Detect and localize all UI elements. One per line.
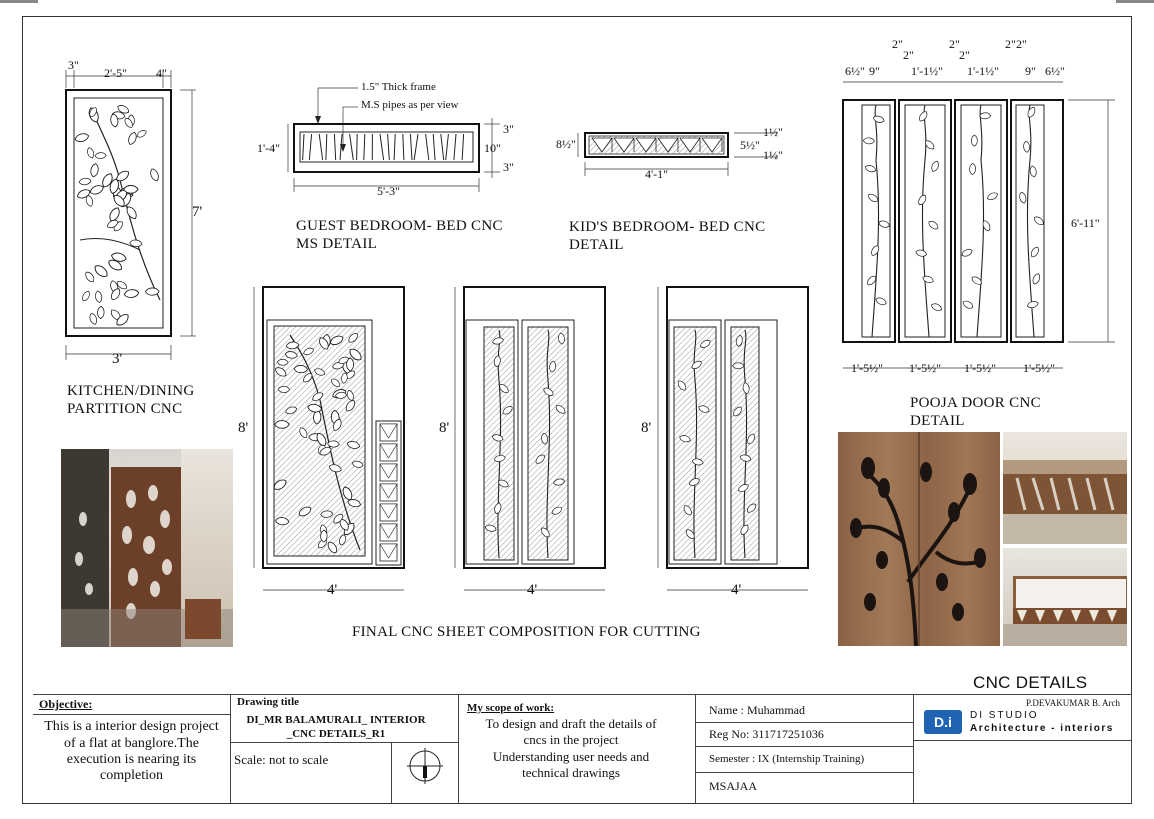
- kids-dim-right-1: 5½": [740, 138, 760, 152]
- sheet2-width: 4': [527, 582, 538, 598]
- final-caption: FINAL CNC SHEET COMPOSITION FOR CUTTING: [352, 624, 701, 640]
- scope-line2: cncs in the project: [523, 732, 619, 747]
- guest-dim-bottom: 5'-3": [377, 184, 401, 198]
- objective-line3: execution is nearing its: [66, 752, 197, 767]
- guest-dim-right-3: 3": [503, 160, 514, 174]
- studio-subtitle: Architecture - interiors: [970, 723, 1114, 734]
- drawing-title-label: Drawing title: [237, 696, 300, 708]
- guest-note-frame: 1.5" Thick frame: [361, 81, 436, 93]
- pooja-dim-top-10: 2": [1016, 37, 1027, 51]
- sheet1-width: 4': [327, 582, 338, 598]
- kitchen-leaf-pattern: [74, 104, 160, 328]
- objective-label: Objective:: [39, 697, 93, 711]
- pooja-dim-top-4: 2": [903, 48, 914, 62]
- pooja-dim-top-3: 2": [892, 37, 903, 51]
- student-info-cell: [695, 694, 913, 804]
- sheet1-height: 8': [238, 420, 249, 436]
- pooja-dim-top-5: 1'-1½": [911, 64, 944, 78]
- final-sheet-3: [658, 287, 808, 590]
- sheet-title: CNC DETAILS: [973, 673, 1088, 692]
- kitchen-dim-bottom: 3': [112, 351, 123, 367]
- student-name: Name : Muhammad: [709, 703, 805, 717]
- pooja-dim-bottom-1: 1'-5½": [851, 361, 884, 375]
- objective-line4: completion: [100, 768, 163, 783]
- sheet2-height: 8': [439, 420, 450, 436]
- kitchen-dim-right: 7': [192, 204, 203, 220]
- pooja-dim-top-7: 2": [959, 48, 970, 62]
- pooja-dim-top-8: 1'-1½": [967, 64, 1000, 78]
- final-sheet-1: [254, 287, 404, 590]
- guest-dim-right-1: 3": [503, 122, 514, 136]
- drawing-title-line1: DI_MR BALAMURALI_ INTERIOR: [246, 714, 426, 726]
- pooja-dim-top-1: 6½": [845, 64, 865, 78]
- kitchen-title-line2: PARTITION CNC: [67, 401, 183, 417]
- scale-text: Scale: not to scale: [234, 752, 329, 767]
- pooja-door-photo: [838, 432, 1000, 646]
- student-semester: Semester : IX (Internship Training): [709, 753, 865, 765]
- drawing-title-line2: _CNC DETAILS_R1: [286, 728, 386, 740]
- scope-cell: [458, 694, 695, 804]
- objective-cell: [33, 694, 230, 804]
- pooja-dim-bottom-4: 1'-5½": [1023, 361, 1056, 375]
- scope-line4: technical drawings: [522, 765, 620, 780]
- sheet3-width: 4': [731, 582, 742, 598]
- studio-logo-icon: D.i: [924, 710, 962, 734]
- kids-dim-bottom: 4'-1": [645, 167, 669, 181]
- kids-dim-left: 8½": [556, 137, 576, 151]
- guest-note-pipes: M.S pipes as per view: [361, 99, 459, 111]
- guest-bed-photo: [1003, 432, 1127, 544]
- kitchen-partition-drawing: [66, 70, 196, 360]
- architect-name: P.DEVAKUMAR B. Arch: [1026, 698, 1120, 708]
- objective-line2: of a flat at banglore.The: [64, 736, 199, 751]
- guest-title-line1: GUEST BEDROOM- BED CNC: [296, 218, 503, 234]
- pooja-dim-top-2: 9": [869, 64, 880, 78]
- kitchen-dim-top-2: 2'-5": [104, 66, 128, 80]
- kids-title-line1: KID'S BEDROOM- BED CNC: [569, 219, 766, 235]
- kitchen-partition-photo: [61, 449, 233, 647]
- scope-line3: Understanding user needs and: [492, 749, 650, 764]
- student-reg: Reg No: 311717251036: [709, 727, 824, 741]
- kids-dim-right-3: 1½": [763, 148, 783, 162]
- pooja-dim-bottom-3: 1'-5½": [964, 361, 997, 375]
- kitchen-title-line1: KITCHEN/DINING: [67, 383, 195, 399]
- pooja-title-line1: POOJA DOOR CNC: [910, 395, 1041, 411]
- kids-title-line2: DETAIL: [569, 237, 624, 253]
- objective-line1: This is a interior design project: [44, 719, 219, 734]
- guest-dim-left: 1'-4": [257, 141, 281, 155]
- kitchen-dim-top-3: 4": [156, 66, 167, 80]
- pooja-dim-right: 6'-11": [1071, 216, 1100, 230]
- scope-line1: To design and draft the details of: [485, 716, 657, 731]
- kitchen-dim-top-1: 3": [68, 58, 79, 72]
- studio-cell: [913, 694, 1132, 804]
- sheet1-box-pattern: [380, 424, 397, 561]
- guest-title-line2: MS DETAIL: [296, 236, 378, 252]
- final-sheet-2: [455, 287, 605, 590]
- guest-dim-right-2: 10": [484, 141, 501, 155]
- pooja-dim-top-11: 9": [1025, 64, 1036, 78]
- pooja-title-line2: DETAIL: [910, 413, 965, 429]
- kids-dim-right-2: 1½": [763, 125, 783, 139]
- pooja-dim-top-9: 2": [1005, 37, 1016, 51]
- guest-pipe-pattern: [303, 134, 464, 160]
- pooja-dim-bottom-2: 1'-5½": [909, 361, 942, 375]
- pooja-dim-top-6: 2": [949, 37, 960, 51]
- pooja-dim-top-12: 6½": [1045, 64, 1065, 78]
- studio-name: DI STUDIO: [970, 710, 1039, 721]
- kids-bed-photo: [1003, 548, 1127, 646]
- sheet3-height: 8': [641, 420, 652, 436]
- student-college: MSAJAA: [709, 779, 758, 793]
- scope-label: My scope of work:: [467, 702, 555, 714]
- drawing-title-cell: [230, 694, 458, 804]
- north-arrow-icon: [405, 746, 445, 786]
